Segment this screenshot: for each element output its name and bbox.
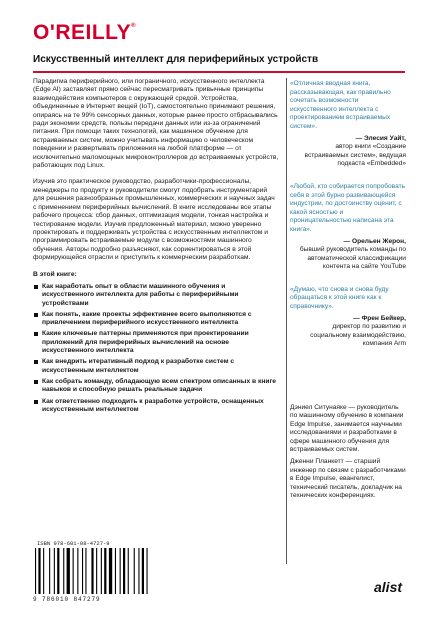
quote-author: — Орельен Жерон, (343, 237, 406, 245)
quote-author: — Элесия Уайт, (355, 134, 406, 142)
quote-attribution (290, 135, 406, 169)
quote-author-role: бывший руководитель команды по автоматической классификации контента на сайте YouTube (299, 246, 406, 271)
quote-attribution (290, 315, 406, 349)
in-book-heading: В этой книге: (33, 270, 77, 278)
quote-text: «Думаю, что снова и снова буду обращаться к этой книге как к справочнику». (290, 285, 389, 311)
description-column (33, 78, 279, 417)
topics-list (33, 283, 279, 414)
list-item: Как наработать опыт в области машинного обучения и искусственного интеллекта для работы с периферийными устройствами (33, 283, 279, 308)
quote-text: «Любой, кто собирается попробовать себя в этой бурно развивающейся индустрии, по достоинству оценит, с какой ясностью и проницательностью написана эта книга». (290, 182, 406, 233)
authors-block (290, 404, 406, 504)
author-bio: Дженни Планкетт — старший инженер по связям с разработчиками в Edge Impulse, евангелист, технический писатель, докладчик на технических конференциях. (290, 458, 406, 500)
title-rule (33, 71, 405, 73)
oreilly-logo (33, 21, 136, 45)
book-title: Искусственный интеллект для периферийных устройств (33, 54, 319, 65)
quotes-column (290, 80, 406, 363)
quote-author-role: директор по развитию и социальному взаимодействию, компания Arm (310, 323, 406, 348)
quote-author: — Френ Бейкер, (353, 314, 406, 322)
list-item: Как ответственно подходить к разработке устройств, оснащенных искусственным интеллектом (33, 398, 279, 415)
list-item: Как внедрить итеративный подход к разработке систем с искусственным интеллектом (33, 358, 279, 375)
list-item: Как собрать команду, обладающую всем спектром описанных в книге навыков и способную решать реальные задачи (33, 378, 279, 395)
description-paragraph-2: Изучив это практическое руководство, разработчики-профессионалы, менеджеры по продукту и руководители смогут подобрать инструментарий для решения разнообразных промышленных, коммерческих и научных задач с применением периферийных вычислений. В книге исследованы все этапы рабочего процесса: сбор данных, оптимизация модели, тонкая настройка и тестирование модели. Изучив предложенный материал, можно уверенно проектировать и поддерживать устройства с искусственным интеллектом и программировать встраиваемые модули с возможностями машинного обучения. Авторы подробно разъясняют, как сориентироваться в этой формирующейся отрасли и приступить к коммерческим разработкам. (33, 178, 275, 262)
barcode-block (33, 540, 183, 604)
column-divider (286, 78, 287, 564)
barcode-number: 9 786010 847279 (33, 596, 101, 603)
registered-mark: ® (131, 23, 136, 29)
publisher-logo-text: alist (374, 579, 403, 595)
description-paragraph-1: Парадигма периферийного, или пограничного, искусственного интеллекта (Edge AI) заставляет прямо сейчас пересматривать привычные принципы взаимодействия компьютеров с окружающей средой. Устройства, объединенные в Интернет вещей (IoT), самостоятельно принимают решения, опираясь на те 99% сенсорных данных, которые ранее просто отбрасывались ради экономии средств, пользы передачи данных или из-за ограничений питания. При помощи таких технологий, как машинное обучение для встраиваемых систем, можно учитывать информацию о человеческом поведении и развертывать приложения на любой платформе — от исключительно маломощных микроконтроллеров до встраиваемых устройств, работающих под Linux. (33, 78, 279, 170)
barcode-icon (33, 548, 173, 596)
quote-text: «Отличная вводная книга, рассказывающая, как правильно сочетать возможности искусственного интеллекта с проектированием встраиваемых систем». (290, 80, 391, 130)
quote-author-role: автор книги «Создание встраиваемых систем», ведущая подкаста «Embedded» (304, 143, 406, 168)
list-item: Как понять, какие проекты эффективнее всего выполняются с привлечением периферийного искусственного интеллекта (33, 311, 279, 328)
isbn-text: ISBN 978-601-08-4727-9 (37, 540, 110, 547)
list-item: Какие ключевые паттерны применяются при проектировании приложений для периферийных вычислений на основе искусственного интеллекта (33, 330, 279, 355)
publisher-logo (372, 576, 406, 598)
quote-attribution (290, 238, 406, 272)
brand-name: O'REILLY (33, 21, 132, 44)
author-bio: Дэниел Ситунаяке — руководитель по машинному обучению в компании Edge Impulse, занимается научными исследованиями и разработками в сфере машинного обучения для встраиваемых систем. (290, 404, 404, 454)
